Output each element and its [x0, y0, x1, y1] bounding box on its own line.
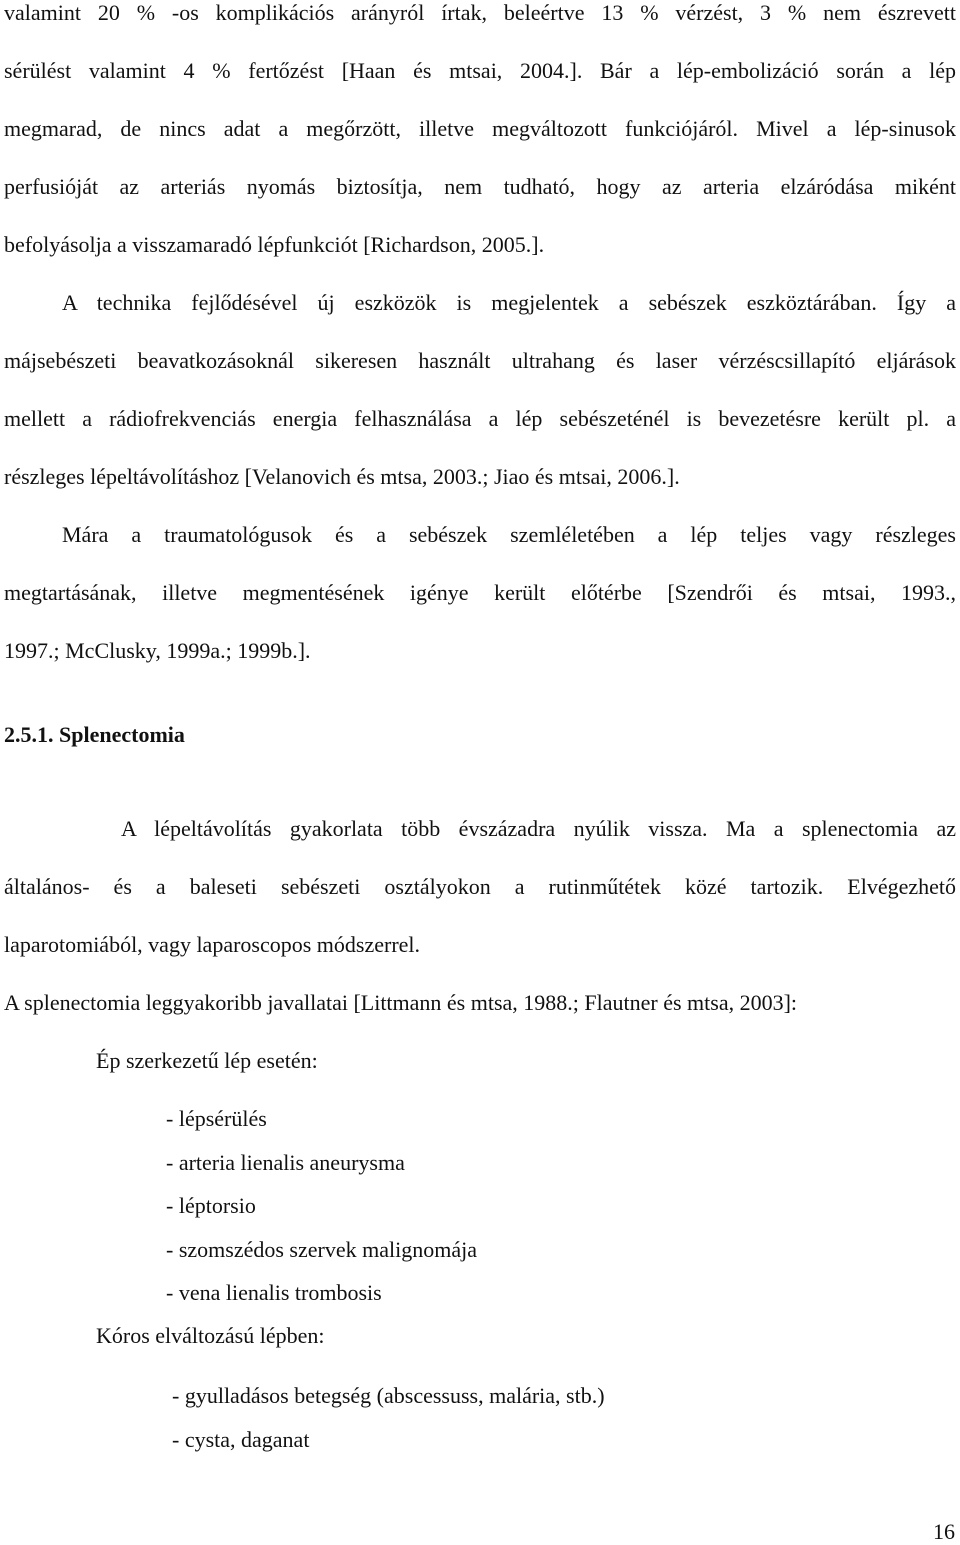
paragraph-line: Mára a traumatológusok és a sebészek szemléletében a lép teljes vagy részleges	[62, 522, 956, 547]
paragraph-line: megtartásának, illetve megmentésének igénye került előtérbe [Szendrői és mtsai, 1993.,	[4, 580, 956, 605]
paragraph-line: májsebészeti beavatkozásoknál sikeresen használt ultrahang és laser vérzéscsillapító eljárások	[4, 348, 956, 373]
paragraph-line: A technika fejlődésével új eszközök is megjelentek a sebészek eszköztárában. Így a	[62, 290, 956, 315]
paragraph-line: sérülést valamint 4 % fertőzést [Haan és mtsai, 2004.]. Bár a lép-embolizáció során a lép	[4, 58, 956, 83]
list-item: - gyulladásos betegség (abscessuss, malária, stb.)	[172, 1383, 605, 1408]
paragraph-line: valamint 20 % -os komplikációs arányról írtak, beleértve 13 % vérzést, 3 % nem észrevett	[4, 0, 956, 25]
paragraph-line: mellett a rádiofrekvenciás energia felhasználása a lép sebészeténél is bevezetésre került pl. a	[4, 406, 956, 431]
page-number: 16	[933, 1519, 955, 1544]
paragraph-line: laparotomiából, vagy laparoscopos módszerrel.	[4, 932, 421, 957]
paragraph-line: megmarad, de nincs adat a megőrzött, illetve megváltozott funkciójáról. Mivel a lép-sinusok	[4, 116, 956, 141]
paragraph-line: 1997.; McClusky, 1999a.; 1999b.].	[4, 638, 311, 663]
paragraph-line: perfusióját az arteriás nyomás biztosítja, nem tudható, hogy az arteria elzáródása miként	[4, 174, 956, 199]
list-item: - lépsérülés	[166, 1106, 267, 1131]
indications-intro: A splenectomia leggyakoribb javallatai [Littmann és mtsa, 1988.; Flautner és mtsa, 2003]:	[4, 990, 798, 1015]
healthy-spleen-label: Ép szerkezetű lép esetén:	[96, 1048, 318, 1073]
section-heading: 2.5.1. Splenectomia	[4, 722, 185, 747]
list-item: - szomszédos szervek malignomája	[166, 1237, 477, 1262]
paragraph-line: befolyásolja a visszamaradó lépfunkciót [Richardson, 2005.].	[4, 232, 545, 257]
list-item: - vena lienalis trombosis	[166, 1280, 382, 1305]
list-item: - cysta, daganat	[172, 1427, 310, 1452]
list-item: - léptorsio	[166, 1193, 256, 1218]
paragraph-line: általános- és a baleseti sebészeti osztályokon a rutinműtétek közé tartozik. Elvégezhető	[4, 874, 956, 899]
paragraph-line: részleges lépeltávolításhoz [Velanovich és mtsa, 2003.; Jiao és mtsai, 2006.].	[4, 464, 680, 489]
list-item: - arteria lienalis aneurysma	[166, 1150, 405, 1175]
diseased-spleen-label: Kóros elváltozású lépben:	[96, 1323, 325, 1348]
paragraph-line: A lépeltávolítás gyakorlata több évszázadra nyúlik vissza. Ma a splenectomia az	[121, 816, 956, 841]
